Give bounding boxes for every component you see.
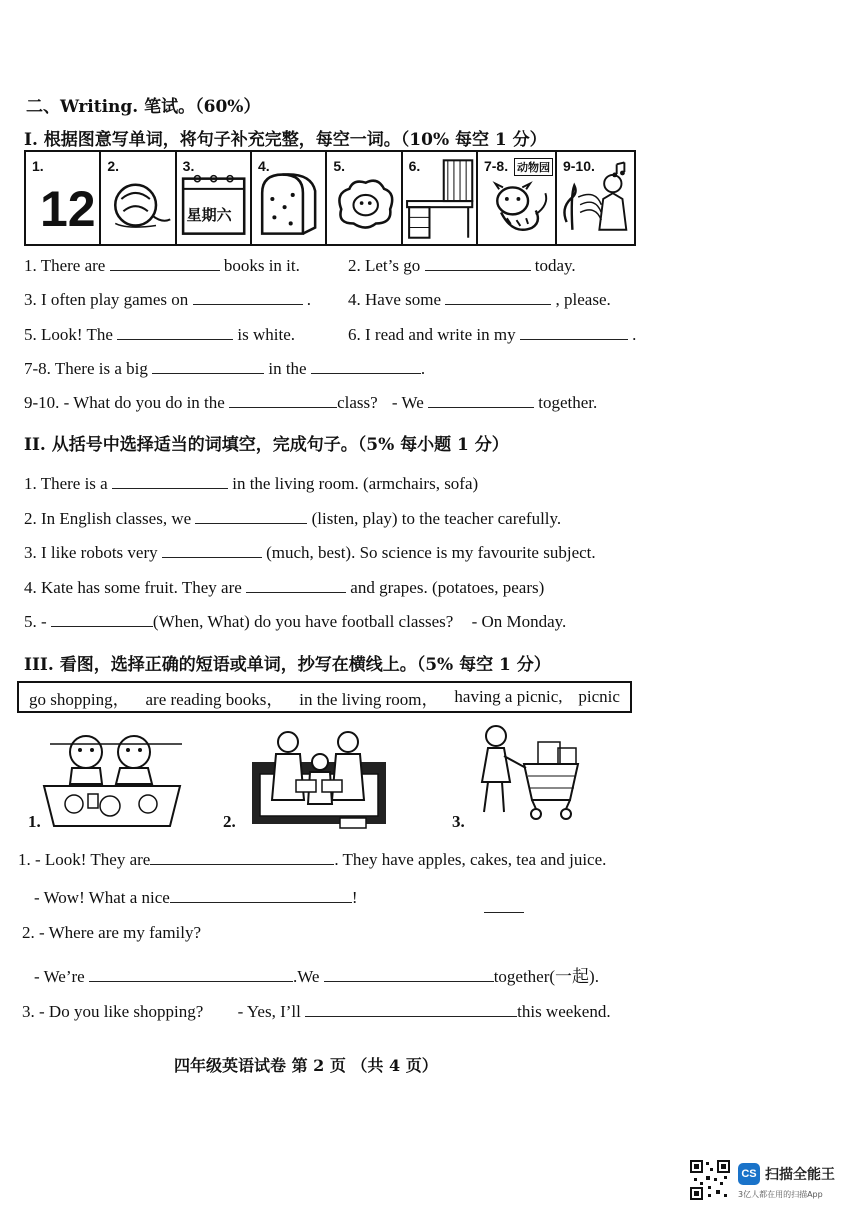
page-footer: 四年级英语试卷 第 2 页 （共 4 页） bbox=[174, 1056, 438, 1075]
picture-number: 6. bbox=[408, 158, 421, 174]
q-text: - We bbox=[391, 393, 424, 412]
picture-number: 1. bbox=[32, 158, 44, 174]
bread-icon bbox=[252, 152, 325, 244]
word-option: in the living room， bbox=[299, 689, 439, 709]
q-text: together(一起). bbox=[493, 967, 599, 986]
answer-blank[interactable] bbox=[162, 541, 262, 558]
word-option: are reading books， bbox=[145, 689, 284, 709]
picture-cell-6 bbox=[403, 152, 478, 244]
scanner-logo-icon: CS bbox=[738, 1163, 760, 1185]
q-text: 3. I like robots very bbox=[24, 543, 158, 562]
answer-blank[interactable] bbox=[195, 507, 307, 524]
picture-cell-4 bbox=[252, 152, 327, 244]
q-text: . bbox=[420, 359, 426, 378]
q-text: - Wow! What a nice bbox=[34, 888, 170, 907]
part1-q4 bbox=[348, 288, 611, 310]
q-text: .We bbox=[292, 967, 320, 986]
q-text: 5. - bbox=[24, 612, 47, 631]
stray-line bbox=[484, 912, 524, 913]
shopping-scene-icon bbox=[474, 720, 604, 832]
part1-title: I. 根据图意写单词，将句子补充完整，每空一词。（10% 每空 1 分） bbox=[24, 130, 547, 150]
word-bank bbox=[17, 681, 632, 713]
q-text: 5. Look! The bbox=[24, 325, 113, 344]
picture-label: 1. bbox=[28, 812, 41, 831]
part3-line4 bbox=[34, 962, 599, 987]
q-text: 2. In English classes, we bbox=[24, 509, 192, 528]
answer-blank[interactable] bbox=[229, 391, 337, 408]
picture-cell-9-10 bbox=[557, 152, 634, 244]
part1-q6 bbox=[348, 323, 636, 345]
picnic-scene-icon bbox=[30, 722, 190, 830]
answer-blank[interactable] bbox=[152, 357, 264, 374]
word-option: having a picnic, bbox=[454, 687, 563, 706]
q-text: is white. bbox=[237, 325, 296, 344]
part3-line5 bbox=[22, 1000, 611, 1022]
word-option: go shopping， bbox=[29, 689, 130, 709]
answer-blank[interactable] bbox=[445, 288, 551, 305]
picture-number: 5. bbox=[333, 158, 345, 174]
part3-line3: 2. - Where are my family? bbox=[22, 923, 202, 942]
answer-blank[interactable] bbox=[170, 886, 352, 903]
part2-title: II. 从括号中选择适当的词填空，完成句子。（5% 每小题 1 分） bbox=[24, 435, 509, 455]
answer-blank[interactable] bbox=[112, 472, 228, 489]
picture-cell-3 bbox=[177, 152, 252, 244]
q-text: in the living room. (armchairs, sofa) bbox=[232, 474, 479, 493]
answer-blank[interactable] bbox=[150, 848, 334, 865]
sheep-icon bbox=[327, 152, 400, 244]
q-text: (When, What) do you have football classes? bbox=[152, 612, 454, 631]
q-text: . They have apples, cakes, tea and juice. bbox=[334, 850, 607, 869]
q-text: ! bbox=[351, 888, 358, 907]
q-text: 3. - Do you like shopping? bbox=[22, 1002, 204, 1021]
music-girl-icon bbox=[557, 152, 634, 244]
q-text: 1. - Look! They are bbox=[18, 850, 151, 869]
scanner-tagline: 3亿人都在用的扫描App bbox=[738, 1190, 823, 1199]
q-text: in the bbox=[268, 359, 307, 378]
q-text: 1. There are bbox=[24, 256, 106, 275]
family-reading-scene-icon bbox=[248, 722, 390, 834]
q-text: today. bbox=[534, 256, 576, 275]
answer-blank[interactable] bbox=[110, 254, 220, 271]
calendar-text: 星期六 bbox=[186, 206, 232, 224]
part3-line1 bbox=[18, 848, 606, 870]
answer-blank[interactable] bbox=[51, 610, 153, 627]
q-text: (listen, play) to the teacher carefully. bbox=[311, 509, 562, 528]
q-text: 7-8. There is a big bbox=[24, 359, 148, 378]
part3-line2 bbox=[34, 886, 358, 908]
picture-label: 3. bbox=[452, 812, 465, 831]
part1-q2 bbox=[348, 254, 576, 276]
answer-blank[interactable] bbox=[311, 357, 421, 374]
answer-blank[interactable] bbox=[425, 254, 531, 271]
scanner-app-name: 扫描全能王 bbox=[765, 1167, 835, 1183]
q-text: - Yes, I’ll bbox=[237, 1002, 301, 1021]
part1-q5 bbox=[24, 323, 295, 345]
qr-code-icon bbox=[690, 1160, 730, 1200]
part1-q1 bbox=[24, 254, 300, 276]
q-text: 9-10. - What do you do in the bbox=[24, 393, 225, 412]
calendar-icon bbox=[177, 152, 250, 244]
q-text: . bbox=[632, 325, 637, 344]
q-text: . bbox=[306, 290, 312, 309]
picture-cell-1 bbox=[26, 152, 101, 244]
picture-cell-7-8 bbox=[478, 152, 557, 244]
part2-q5 bbox=[24, 610, 566, 632]
answer-blank[interactable] bbox=[193, 288, 303, 305]
picture-cell-2 bbox=[101, 152, 176, 244]
number-12-icon: 12 bbox=[40, 181, 96, 237]
answer-blank[interactable] bbox=[89, 965, 293, 982]
q-text: 3. I often play games on bbox=[24, 290, 189, 309]
part2-q1 bbox=[24, 472, 478, 494]
part2-q3 bbox=[24, 541, 596, 563]
answer-blank[interactable] bbox=[246, 576, 346, 593]
q-text: class? bbox=[337, 393, 378, 412]
picture-cell-5 bbox=[327, 152, 402, 244]
answer-blank[interactable] bbox=[117, 323, 233, 340]
part1-q3 bbox=[24, 288, 311, 310]
part2-q2 bbox=[24, 507, 561, 529]
section-title: 二、Writing. 笔试。（60%） bbox=[26, 97, 261, 117]
picture-strip bbox=[24, 150, 636, 246]
zoo-sign: 动物园 bbox=[514, 158, 553, 176]
q-text: , please. bbox=[555, 290, 611, 309]
ball-icon bbox=[101, 152, 174, 244]
picture-number: 2. bbox=[107, 158, 120, 174]
picture-number: 9-10. bbox=[562, 158, 595, 174]
q-text: this weekend. bbox=[517, 1002, 611, 1021]
q-text: and grapes. (potatoes, pears) bbox=[350, 578, 545, 597]
part2-q4 bbox=[24, 576, 544, 598]
part1-q7-8 bbox=[24, 357, 425, 379]
q-text: (much, best). So science is my favourite subject. bbox=[266, 543, 596, 562]
tiger-zoo-icon bbox=[478, 152, 555, 244]
word-option: picnic bbox=[578, 687, 620, 706]
q-text: 2. Let’s go bbox=[348, 256, 421, 275]
q-text: 4. Have some bbox=[348, 290, 442, 309]
q-text: 1. There is a bbox=[24, 474, 108, 493]
answer-blank[interactable] bbox=[520, 323, 628, 340]
q-text: - On Monday. bbox=[471, 612, 567, 631]
q-text: 4. Kate has some fruit. They are bbox=[24, 578, 242, 597]
picture-number: 4. bbox=[257, 158, 270, 174]
answer-blank[interactable] bbox=[428, 391, 534, 408]
q-text: - We’re bbox=[34, 967, 85, 986]
picture-number: 7-8. bbox=[483, 158, 509, 174]
picture-label: 2. bbox=[223, 812, 236, 831]
q-text: together. bbox=[538, 393, 598, 412]
part3-title: III. 看图，选择正确的短语或单词，抄写在横线上。（5% 每空 1 分） bbox=[24, 655, 551, 675]
answer-blank[interactable] bbox=[305, 1000, 517, 1017]
desk-icon bbox=[403, 152, 476, 244]
answer-blank[interactable] bbox=[324, 965, 494, 982]
part1-q9-10 bbox=[24, 391, 597, 413]
picture-number: 3. bbox=[182, 158, 195, 174]
q-text: books in it. bbox=[223, 256, 300, 275]
q-text: 6. I read and write in my bbox=[348, 325, 516, 344]
